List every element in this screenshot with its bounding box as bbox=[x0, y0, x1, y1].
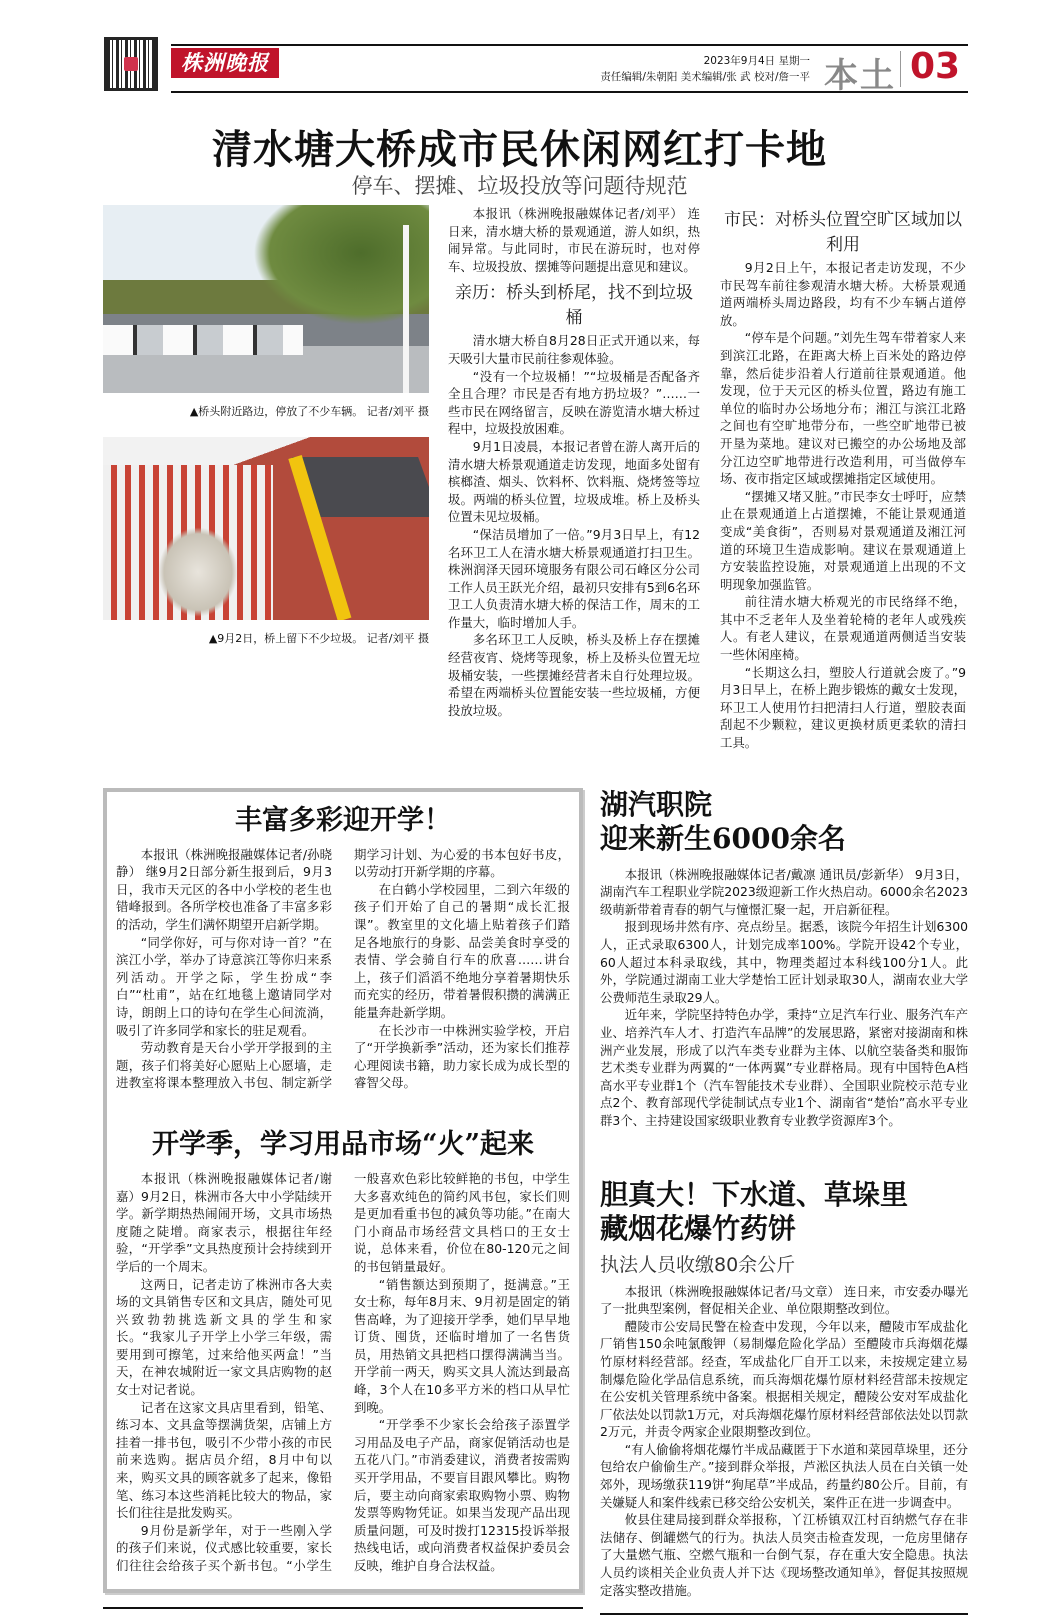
photo-parked-cars bbox=[103, 205, 429, 393]
paragraph: 醴陵市公安局民警在检查中发现，今年以来，醴陵市军成盐化厂销售150余吨氯酸钾（易制爆危险化学品）至醴陵市兵海烟花爆竹原材料经营部。经查，军成盐化厂自开工以来，未按规定建立易制爆危险化学品信息系统，而兵海烟花爆竹原材料经营部未按规定在公安机关管理系统中备案。根据相关规定，醴陵公安对军成盐化厂依法处以罚款1万元，对兵海烟花爆竹原材料经营部依法处以罚款2万元，并责令两家企业限期整改到位。 bbox=[600, 1318, 968, 1440]
paragraph: 攸县住建局接到群众举报称，丫江桥镇双江村百纳燃气存在非法储存、倒罐燃气的行为。执法人员突击检查发现，一危房里储存了大量燃气瓶、空燃气瓶和一台倒气泵，存在重大安全隐患。执法人员约谈相关企业负责人并下达《现场整改通知单》，督促其按照规定落实整改措施。 bbox=[600, 1512, 968, 1598]
right-column bbox=[600, 788, 968, 1615]
paragraph: 本报讯（株洲晚报融媒体记者/孙晓静） 继9月2日部分新生报到后，9月3日，我市天元区的各中小学校的老生也错峰报到。各所学校也准备了丰富多彩的活动，学生们满怀期望开启新学期。 bbox=[116, 846, 332, 932]
stationery-article-body bbox=[116, 1170, 570, 1575]
newspaper-logo: 株洲晚报 bbox=[171, 48, 279, 78]
paragraph: “同学你好，可与你对诗一首？”在滨江小学，举办了诗意滨江等你归来系列活动。开学之际，学生扮成“李白”“杜甫”，站在红地毯上邀请同学对诗，朗朗上口的诗句在学生心间流淌，吸引了许多同学和家长的驻足观看。 bbox=[116, 934, 332, 1038]
lower-left bbox=[103, 788, 583, 1609]
paragraph: 多名环卫工人反映，桥头及桥上存在摆摊经营夜宵、烧烤等现象，桥上及桥头位置无垃圾桶安装，一些摆摊经营者未自行处理垃圾。希望在两端桥头位置能安装一些垃圾桶，方便投放垃圾。 bbox=[448, 632, 700, 718]
paragraph: “没有一个垃圾桶！”“垃圾桶是否配备齐全且合理？市民是否有地方扔垃圾？”……一些市民在网络留言，反映在游览清水塘大桥过程中，垃圾投放困难。 bbox=[448, 368, 700, 437]
bottom-rule-left bbox=[103, 1607, 583, 1609]
paragraph: “停车是个问题。”刘先生驾车带着家人来到滨江北路，在距离大桥上百米处的路边停靠，然后徒步沿着人行道前往景观通道。他发现，位于天元区的桥头位置，路边有施工单位的临时办公场地分布；湘江与滨江北路之间也有空旷地带分布，一些空旷地带已被开垦为菜地。建议对已搬空的办公场地及部分江边空旷地带进行改造利用，可当做停车场、夜市指定区域或摆摊指定区域使用。 bbox=[720, 330, 966, 487]
lead-subheading-1: 亲历：桥头到桥尾，找不到垃圾桶 bbox=[455, 283, 693, 329]
paragraph: 在长沙市一中株洲实验学校，开启了“开学换新季”活动，还为家长们推荐心理阅读书籍，助力家长成为成长型的睿智父母。 bbox=[354, 1022, 570, 1091]
paragraph: 记者在这家文具店里看到，铅笔、练习本、文具盒等摆满货架，店铺上方挂着一排书包，吸引不少带小孩的市民前来选购。据店员介绍，8月中旬以来，购买文具的顾客就多了起来，像铅笔、练习本这些消耗比较大的物品，家长们往往是批发购买。 bbox=[116, 1399, 332, 1521]
issue-date: 2023年9月4日 星期一 bbox=[703, 55, 810, 67]
section-name: 本土 bbox=[824, 56, 896, 96]
paragraph: “有人偷偷将烟花爆竹半成品藏匿于下水道和菜园草垛里，还分包给农户偷偷生产。”接到群众举报，芦淞区执法人员在白关镇一处郊外，现场缴获119饼“狗尾草”半成品，药量约80公斤。目前，有关嫌疑人和案件线索已移交给公安机关，案件正在进一步调查中。 bbox=[600, 1441, 968, 1510]
lower-section bbox=[103, 788, 968, 1615]
fireworks-subtitle: 执法人员收缴80余公斤 bbox=[600, 1253, 796, 1276]
school-article-body bbox=[116, 846, 570, 1092]
lead-photos bbox=[103, 205, 431, 664]
stationery-article-title: 开学季，学习用品市场“火”起来 bbox=[151, 1128, 535, 1160]
college-title-line-2: 迎来新生6000余名 bbox=[600, 821, 846, 855]
paragraph: 近年来，学院坚持特色办学，秉持“立足汽车行业、服务汽车产业、培养汽车人才、打造汽车品牌”的发展思路，紧密对接湖南和株洲产业发展，形成了以汽车类专业群为主体、以航空装备类和服饰艺术类专业群为两翼的“一体两翼”专业群格局。现有中国特色A档高水平专业群1个（汽车智能技术专业群）、全国职业院校示范专业点2个、教育部现代学徒制试点专业1个、湖南省“楚怡”高水平专业群3个、主持建设国家级职业教育专业教学资源库3个。 bbox=[600, 1007, 968, 1128]
photo-bridge-trash bbox=[103, 437, 429, 620]
paragraph: “保洁员增加了一倍。”9月3日早上，有12名环卫工人在清水塘大桥景观通道打扫卫生。株洲润泽天园环境服务有限公司石峰区分公司工作人员王跃光介绍，最初只安排有5到6名环卫工人负责清水塘大桥的保洁工作，周末的工作量大，临时增加人手。 bbox=[448, 526, 700, 630]
paragraph: 9月2日上午，本报记者走访发现，不少市民驾车前往参观清水塘大桥。大桥景观通道两端桥头周边路段，均有不少车辆占道停放。 bbox=[720, 260, 966, 328]
paragraph: “开学季不少家长会给孩子添置学习用品及电子产品，商家促销活动也是五花八门。”市消委建议，消费者按需购买开学用品，不要盲目跟风攀比。购物后，要主动向商家索取购物小票、购物发票等购物凭证。如果当发现产品出现质量问题，可及时拨打12315投诉举报热线电话，或向消费者权益保护委员会反映，维护自身合法权益。 bbox=[354, 1417, 570, 1573]
page-number: 03 bbox=[910, 46, 961, 87]
paragraph: 9月1日凌晨，本报记者曾在游人离开后的清水塘大桥景观通道走访发现，地面多处留有槟榔渣、烟头、饮料杯、饮料瓶、烧烤签等垃圾。两端的桥头位置，垃圾成堆。桥上及桥头位置未见垃圾桶。 bbox=[448, 438, 700, 525]
paragraph: “销售额达到预期了，挺满意。”王女士称，每年8月末、9月初是固定的销售高峰，为了迎接开学季，她们早早地订货、囤货，还临时增加了一名售货员，用热销文具把档口摆得满满当当。开学前一两天，购买文具人流达到最高峰，3个人在10多平方米的档口从早忙到晚。 bbox=[354, 1276, 570, 1415]
paragraph: 清水塘大桥自8月28日正式开通以来，每天吸引大量市民前往参观体验。 bbox=[448, 333, 700, 366]
college-article bbox=[600, 788, 968, 1130]
fireworks-title-line-2: 藏烟花爆竹药饼 bbox=[600, 1211, 797, 1245]
paragraph: 9月份是新学年，对于一些刚入学的孩子们来说，仪式感比较重要，家长们往往会给孩子买个新书包。“小学生一般喜欢色彩比较鲜艳的书包，中学生大多喜欢纯色的简约风书包，家长们则是更加看重书包的减负等功能。”在南大门小商品市场经营文具档口的王女士说，总体来看，价位在80-120元之间的书包销量最好。 bbox=[116, 1170, 570, 1573]
lead-intro: 本报讯（株洲晚报融媒体记者/刘平） 连日来，清水塘大桥的景观通道，游人如织，热闹异常。与此同时，市民在游玩时，也对停车、垃圾投放、摆摊等问题提出意见和建议。 bbox=[448, 206, 700, 274]
photo-caption: ▲9月2日，桥上留下不少垃圾。 记者/刘平 摄 bbox=[208, 632, 429, 645]
header-rule-top bbox=[171, 44, 968, 46]
school-news-box bbox=[103, 788, 583, 1593]
photo-caption: ▲桥头附近路边，停放了不少车辆。 记者/刘平 摄 bbox=[189, 405, 429, 418]
paragraph: 这两日，记者走访了株洲市各大卖场的文具销售专区和文具店，随处可见兴致勃勃挑选新文具的学生和家长。“我家儿子开学上小学三年级，需要用到可擦笔，过来给他买两盒！”当天，在神农城附近一家文具店购物的赵女士对记者说。 bbox=[116, 1276, 332, 1398]
qr-code bbox=[104, 37, 158, 91]
lead-subheadline: 停车、摆摊、垃圾投放等问题待规范 bbox=[351, 174, 688, 198]
school-article-title: 丰富多彩迎开学！ bbox=[235, 804, 451, 836]
fireworks-title-line-1: 胆真大！下水道、草垛里 bbox=[600, 1177, 909, 1211]
paragraph: “长期这么扫，塑胶人行道就会废了。”9月3日早上，在桥上跑步锻炼的戴女士发现，环卫工人使用竹扫把清扫人行道，塑胶表面刮起不少颗粒，建议更换材质更柔软的清扫工具。 bbox=[720, 664, 966, 751]
lead-subheading-2: 市民：对桥头位置空旷区域加以利用 bbox=[724, 210, 962, 255]
paragraph: 本报讯（株洲晚报融媒体记者/戴凛 通讯员/彭新华） 9月3日，湖南汽车工程职业学院2023级迎新工作火热启动。6000余名2023级萌新带着青春的朝气与憧憬汇聚一起，开启新征程。 bbox=[600, 866, 968, 917]
lead-article-column-2 bbox=[720, 205, 966, 752]
paragraph: “摆摊又堵又脏。”市民李女士呼吁，应禁止在景观通道上占道摆摊，不能让景观通道变成“美食街”，否则易对景观通道及湘江河道的环境卫生造成影响。建议在景观通道上方安装监控设施，对景观通道上出现的不文明现象加强监管。 bbox=[720, 488, 966, 592]
paragraph: 前往清水塘大桥观光的市民络绎不绝，其中不乏老年人及坐着轮椅的老年人或残疾人。有老人建议，在景观通道两侧适当安装一些休闲座椅。 bbox=[720, 594, 966, 663]
editors-credit: 责任编辑/朱朝阳 美术编辑/张 武 校对/詹一平 bbox=[600, 71, 810, 83]
lead-article bbox=[103, 205, 968, 752]
paragraph: 报到现场井然有序、亮点纷呈。据悉，该院今年招生计划6300人，正式录取6300人，计划完成率100%。学院开设42个专业，60人超过本科录取线，其中，物理类超过本科线100分1人。此外，学院通过湖南工业大学楚怡工匠计划录取30人，湖南农业大学公费师范生录取29人。 bbox=[600, 919, 968, 1005]
lead-headline: 清水塘大桥成市民休闲网红打卡地 bbox=[212, 127, 827, 173]
paragraph: 本报讯（株洲晚报融媒体记者/马文章） 连日来，市安委办曝光了一批典型案例，督促相关企业、单位限期整改到位。 bbox=[600, 1283, 968, 1317]
college-title-line-1: 湖汽职院 bbox=[600, 787, 713, 821]
paragraph: 在白鹤小学校园里，二到六年级的孩子们开始了自己的暑期“成长汇报课”。教室里的文化墙上贴着孩子们踏足各地旅行的身影、品尝美食时享受的表情、学会骑自行车的欣喜……讲台上，孩子们滔滔不绝地分享着暑期快乐而充实的经历，带着暑假积攒的满满正能量奔赴新学期。 bbox=[354, 881, 570, 1020]
lead-article-column-1 bbox=[448, 205, 700, 719]
paragraph: 本报讯（株洲晚报融媒体记者/谢嘉）9月2日，株洲市各大中小学陆续开学。新学期热热闹闹开场，文具市场热度随之陡增。商家表示，根据往年经验，“开学季”文具热度预计会持续到开学后的一个周末。 bbox=[116, 1170, 332, 1274]
fireworks-article bbox=[600, 1178, 968, 1600]
paragraph: 劳动教育是天台小学开学报到的主题，孩子们将美好心愿贴上心愿墙，走进教室将课本整理放入书包、制定新学期学习计划、为心爱的书本包好书皮，以劳动打开新学期的序幕。 bbox=[116, 846, 570, 1091]
header-divider bbox=[900, 51, 901, 87]
